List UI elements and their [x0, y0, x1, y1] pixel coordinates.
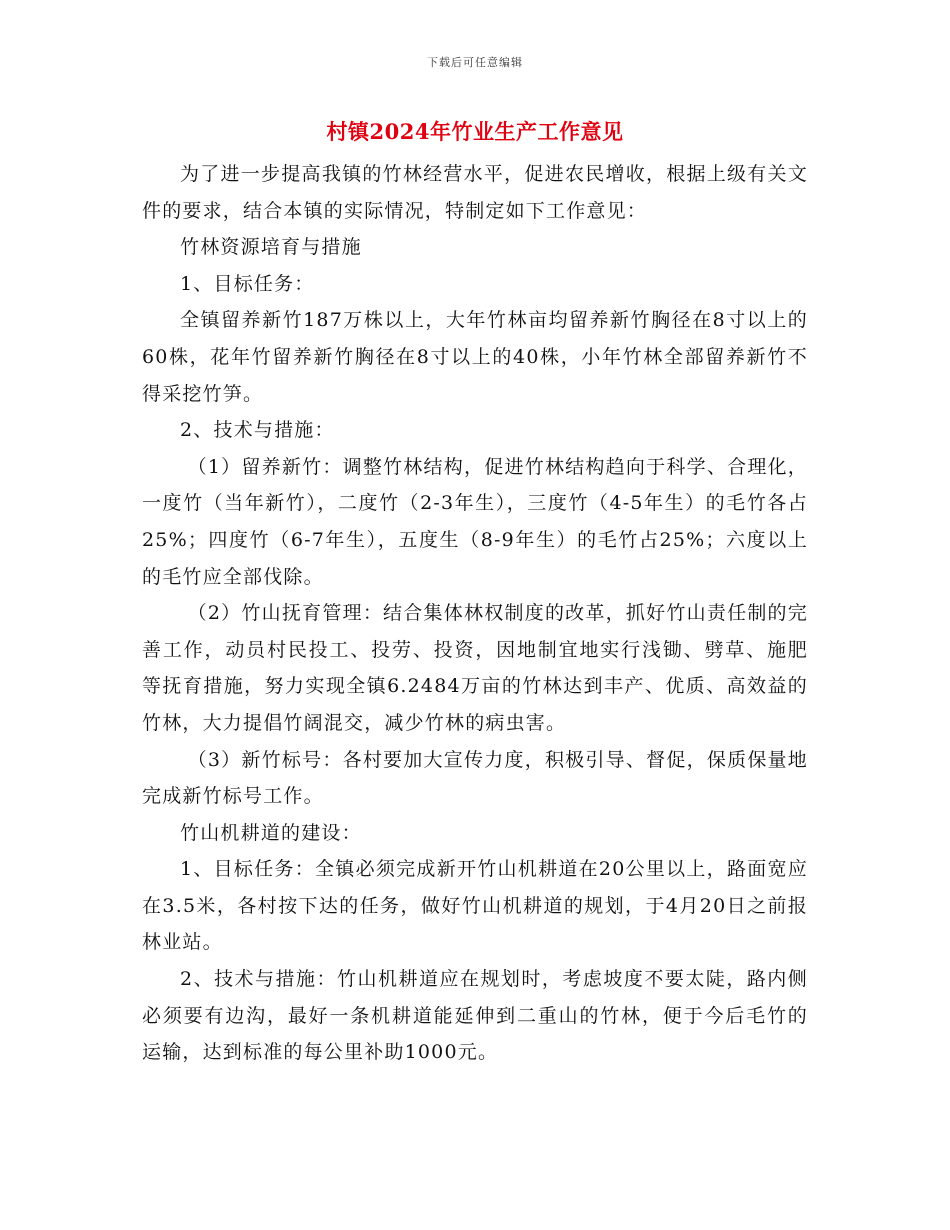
- document-title: 村镇2024年竹业生产工作意见: [326, 119, 624, 144]
- section-heading-machine-roads: 竹山机耕道的建设：: [180, 821, 362, 844]
- subheading-measures: 2、技术与措施：: [180, 419, 335, 442]
- paragraph-measure-3: （3）新竹标号：各村要加大宣传力度，积极引导、督促，保质保量地完成新竹标号工作。: [142, 748, 808, 808]
- section-heading-bamboo-resources: 竹林资源培育与措施: [180, 236, 362, 259]
- header-note: 下载后可任意编辑: [427, 56, 523, 69]
- paragraph-measure-1: （1）留养新竹：调整竹林结构，促进竹林结构趋向于科学、合理化，一度竹（当年新竹），二度竹（2-3年生），三度竹（4-5年生）的毛竹各占25%；四度竹（6-7年生），五度生（8-9年生）的毛竹占25%；六度以上的毛竹应全部伐除。: [142, 455, 808, 588]
- paragraph-measure-2: （2）竹山抚育管理：结合集体林权制度的改革，抓好竹山责任制的完善工作，动员村民投工、投劳、投资，因地制宜地实行浅锄、劈草、施肥等抚育措施，努力实现全镇6.2484万亩的竹林达到丰产、优质、高效益的竹林，大力提倡竹阔混交，减少竹林的病虫害。: [142, 602, 808, 734]
- paragraph-road-targets: 1、目标任务：全镇必须完成新开竹山机耕道在20公里以上，路面宽应在3.5米，各村按下达的任务，做好竹山机耕道的规划，于4月20日之前报林业站。: [142, 858, 808, 954]
- subheading-targets: 1、目标任务：: [180, 272, 315, 295]
- paragraph-road-measures: 2、技术与措施：竹山机耕道应在规划时，考虑坡度不要太陡，路内侧必须要有边沟，最好一条机耕道能延伸到二重山的竹林，便于今后毛竹的运输，达到标准的每公里补助1000元。: [142, 968, 808, 1064]
- document-body: [142, 156, 808, 1071]
- paragraph-intro: 为了进一步提高我镇的竹林经营水平，促进农民增收，根据上级有关文件的要求，结合本镇的实际情况，特制定如下工作意见：: [142, 163, 808, 222]
- paragraph-targets: 全镇留养新竹187万株以上，大年竹林亩均留养新竹胸径在8寸以上的60株，花年竹留养新竹胸径在8寸以上的40株，小年竹林全部留养新竹不得采挖竹笋。: [142, 309, 808, 405]
